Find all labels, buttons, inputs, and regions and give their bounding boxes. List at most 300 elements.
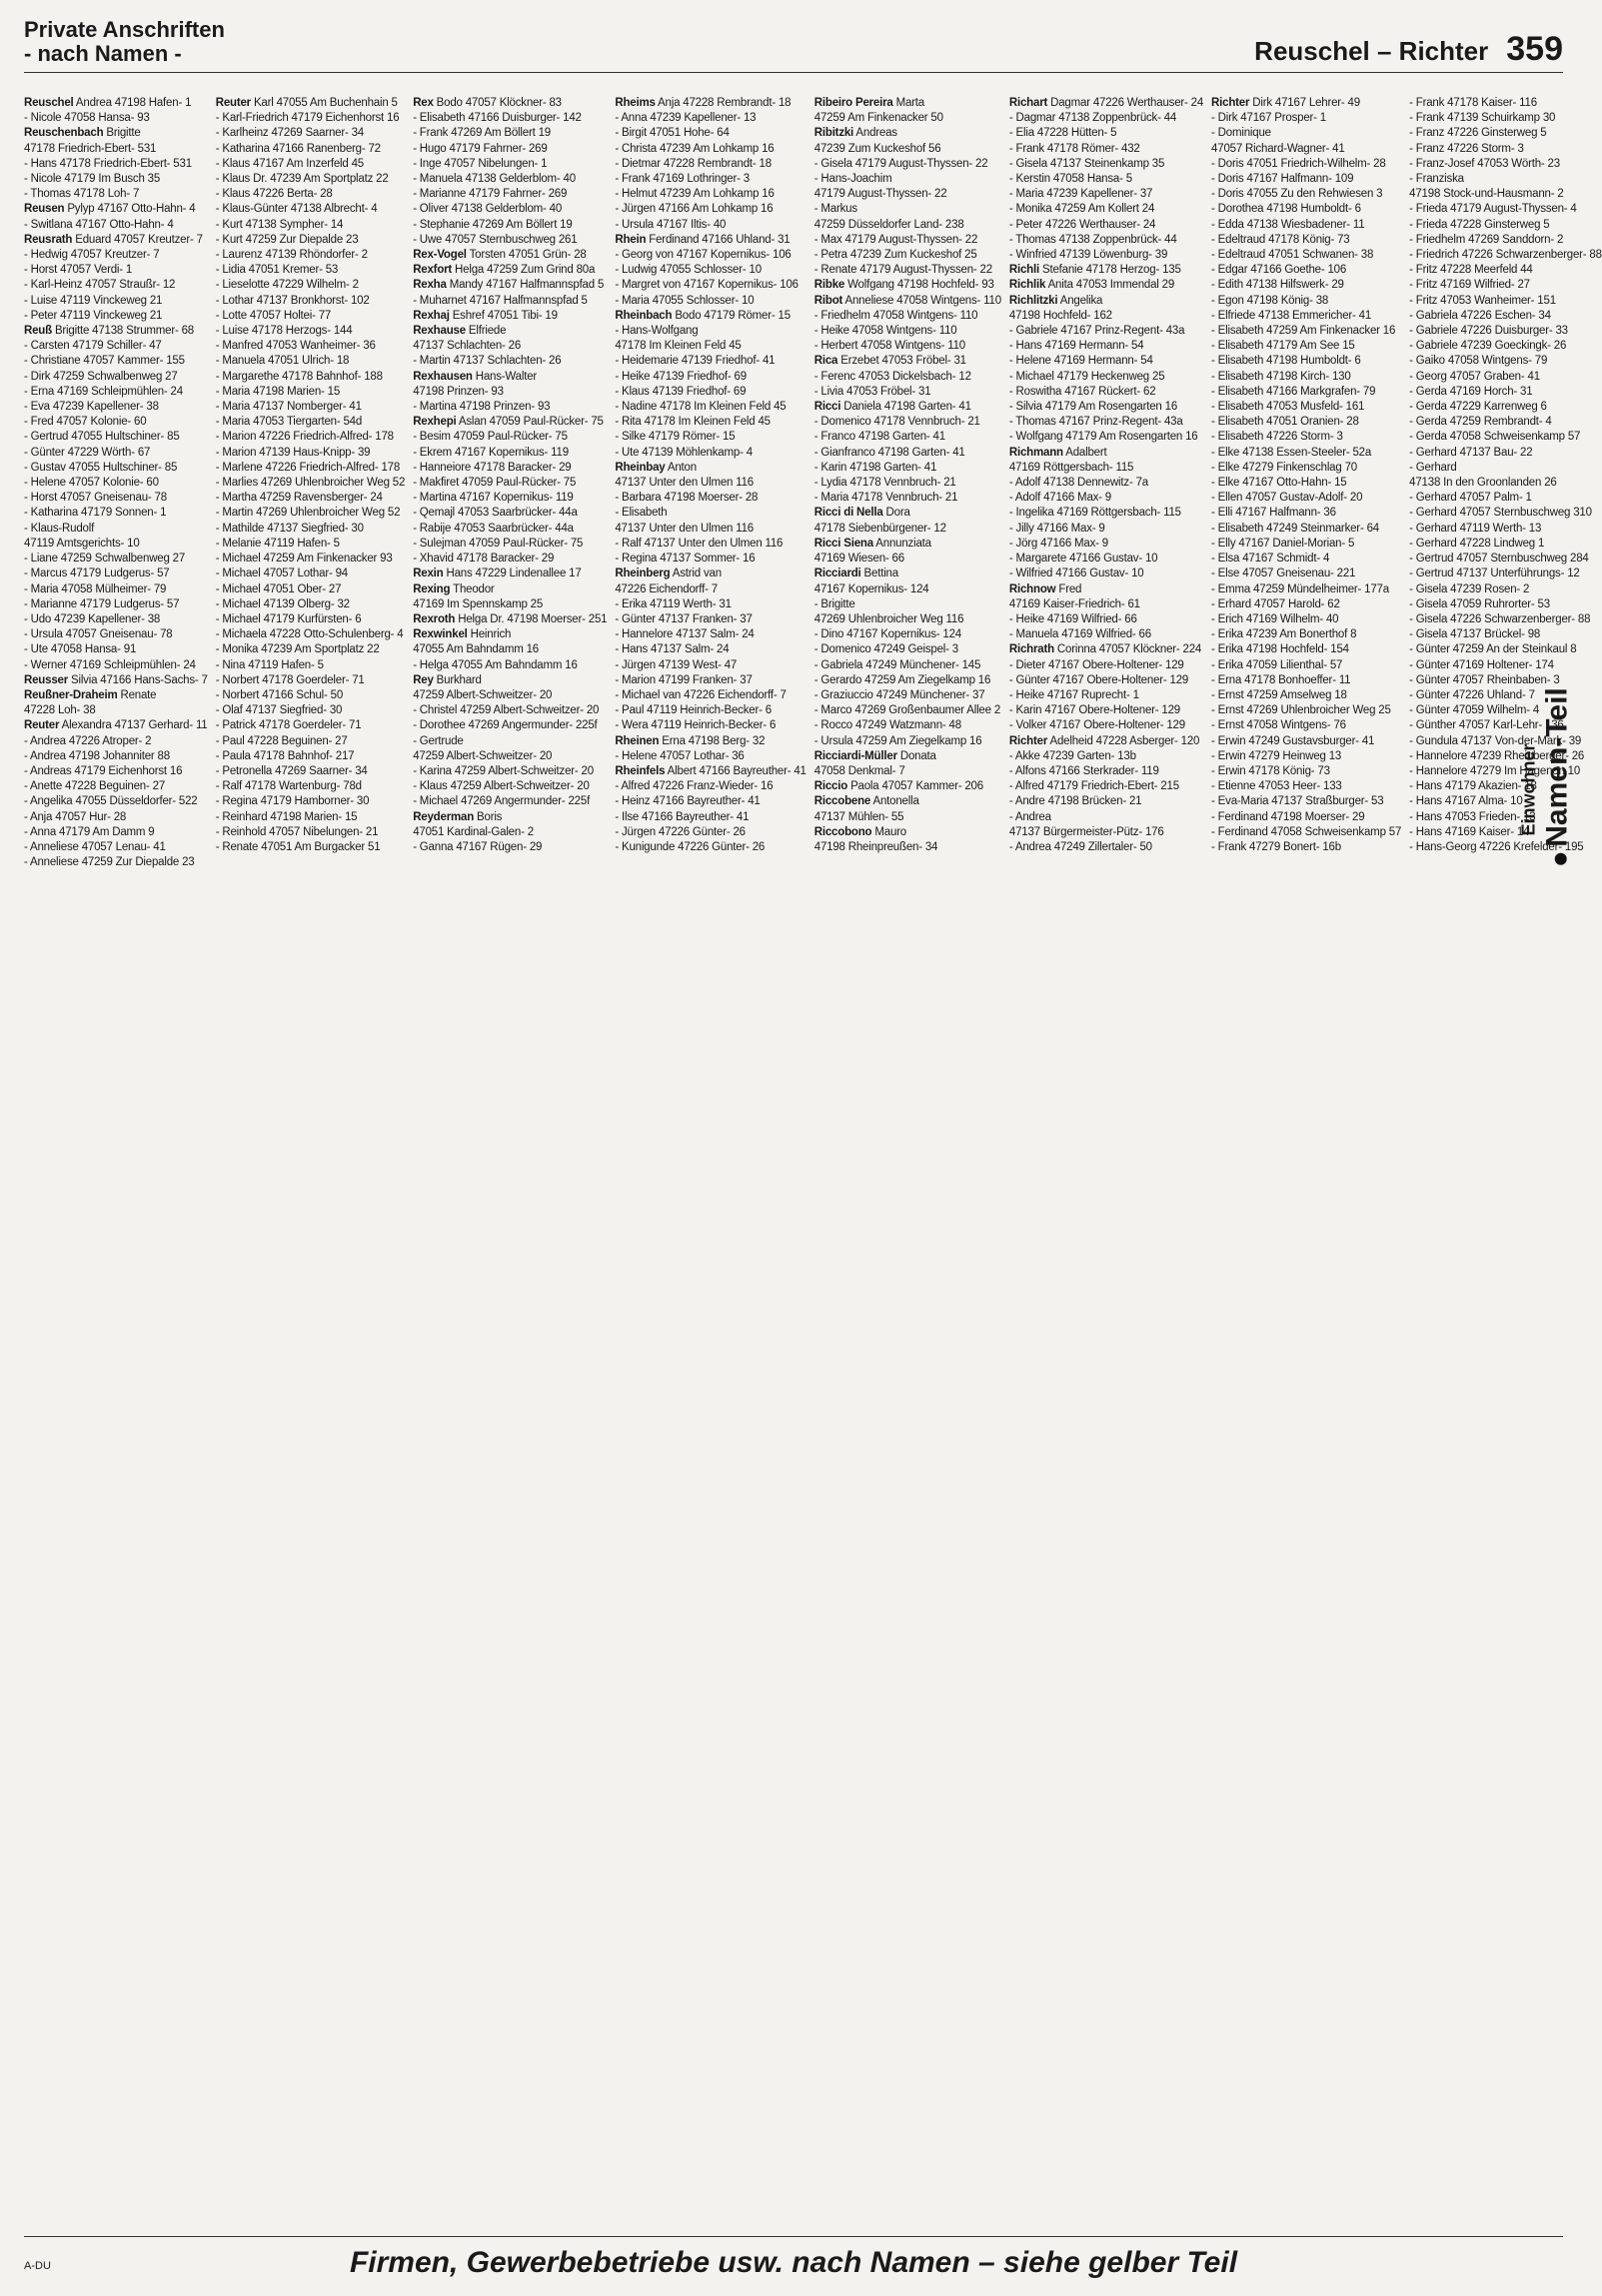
directory-column [216, 96, 405, 2124]
directory-entry [216, 627, 405, 642]
directory-entry [216, 446, 405, 461]
directory-entry [413, 309, 607, 324]
directory-entry [216, 354, 405, 369]
entry-surname: Ricci Siena [813, 537, 873, 550]
entry-details: - Karina 47259 Albert-Schweitzer- 20 [413, 764, 594, 777]
directory-entry [1009, 749, 1203, 764]
header-title-line2: - nach Namen - [24, 41, 182, 66]
directory-entry [1409, 552, 1602, 567]
entry-details: - Hans 47053 Frieden- 13 [1409, 810, 1536, 823]
directory-entry [216, 718, 405, 733]
directory-entry [413, 233, 607, 248]
directory-entry [814, 218, 1001, 233]
directory-column [1409, 96, 1602, 2124]
entry-details: - Paul 47119 Heinrich-Becker- 6 [615, 704, 772, 717]
entry-details: - Muharnet 47167 Halfmannspfad 5 [413, 294, 588, 307]
directory-entry [216, 537, 405, 552]
directory-entry [1211, 354, 1401, 369]
directory-entry [1409, 582, 1602, 597]
entry-details: Anita 47053 Immendal 29 [1045, 279, 1175, 292]
directory-entry [814, 248, 1001, 263]
directory-entry [24, 658, 208, 673]
entry-details: 47169 Röttgersbach- 115 [1008, 461, 1134, 474]
entry-details: Helga 47259 Zum Grind 80a [452, 264, 596, 277]
entry-surname: Riccobono [813, 825, 872, 838]
entry-details: - Thomas 47138 Zoppenbrück- 44 [1008, 233, 1177, 246]
directory-entry [216, 673, 405, 688]
entry-details: - Lydia 47178 Vennbruch- 21 [813, 477, 956, 490]
directory-entry [814, 111, 1001, 126]
directory-entry [1211, 825, 1401, 840]
directory-entry [814, 506, 1001, 521]
directory-entry [24, 537, 208, 552]
entry-surname: Rheinbay [615, 461, 666, 474]
entry-details: - Maria 47058 Mülheimer- 79 [24, 582, 167, 595]
entry-details: - Gerhard [1409, 461, 1457, 474]
directory-entry [24, 218, 208, 233]
directory-entry [814, 552, 1001, 567]
entry-details: Hans-Walter [472, 370, 538, 383]
directory-entry [24, 764, 208, 779]
directory-entry [216, 294, 405, 309]
directory-entry [615, 749, 805, 764]
directory-entry [814, 324, 1001, 339]
entry-details: 47055 Am Bahndamm 16 [413, 643, 539, 656]
entry-details: - Gundula 47137 Von-der-Mark- 39 [1409, 734, 1582, 747]
directory-entry [24, 718, 208, 733]
entry-details: - Edgar 47166 Goethe- 106 [1211, 264, 1347, 277]
entry-details: - Hans-Georg 47226 Krefelder- 195 [1409, 840, 1584, 853]
directory-entry [615, 354, 805, 369]
directory-entry [1409, 597, 1602, 612]
directory-entry [24, 324, 208, 339]
side-label-namen-teil [1541, 687, 1575, 864]
entry-details: - Gerhard 47228 Lindweg 1 [1409, 537, 1545, 550]
entry-details: - Renate 47179 August-Thyssen- 22 [813, 264, 992, 277]
entry-surname: Richlitzki [1008, 294, 1058, 307]
entry-details: - Gabriele 47167 Prinz-Regent- 43a [1008, 325, 1185, 338]
entry-surname: Rheinen [615, 734, 660, 747]
entry-details: - Gerhard 47137 Bau- 22 [1409, 446, 1533, 459]
directory-entry [1211, 157, 1401, 172]
directory-entry [216, 612, 405, 627]
directory-entry [216, 385, 405, 400]
directory-entry [1009, 157, 1203, 172]
entry-details: - Katharina 47166 Ranenberg- 72 [215, 142, 381, 155]
entry-details: Adalbert [1062, 446, 1107, 459]
entry-details: - Friedrich 47226 Schwarzenberger- 88 [1409, 249, 1602, 262]
directory-entry [24, 461, 208, 476]
entry-details: - Brigitte [813, 597, 855, 610]
entry-details: - Gisela 47239 Rosen- 2 [1409, 582, 1530, 595]
entry-details: - Kurt 47259 Zur Diepalde 23 [215, 233, 359, 246]
page-header-right [1254, 30, 1563, 69]
entry-details: - Nadine 47178 Im Kleinen Feld 45 [615, 401, 787, 414]
entry-details: - Günther 47057 Karl-Lehr- 136 [1409, 719, 1564, 732]
entry-details: - Elisabeth 47051 Oranien- 28 [1211, 416, 1359, 429]
entry-details: - Rocco 47249 Watzmann- 48 [813, 719, 961, 732]
entry-details: - Luise 47178 Herzogs- 144 [215, 325, 353, 338]
entry-surname: Ribot [813, 294, 843, 307]
directory-entry [814, 187, 1001, 202]
entry-surname: Rexhepi [413, 416, 457, 429]
directory-entry [216, 567, 405, 581]
directory-entry [1009, 202, 1203, 217]
directory-entry [413, 552, 607, 567]
entry-details: - Michael 47179 Heckenweg 25 [1008, 370, 1165, 383]
entry-surname: Reußner-Draheim [24, 688, 118, 701]
directory-entry [814, 703, 1001, 718]
entry-details: - Elli 47167 Halfmann- 36 [1211, 507, 1336, 520]
entry-details: - Erika 47059 Lilienthal- 57 [1211, 658, 1343, 671]
entry-details: - Ernst 47058 Wintgens- 76 [1211, 719, 1346, 732]
directory-entry [1009, 506, 1203, 521]
header-title-line1: Private Anschriften [24, 17, 225, 42]
entry-details: - Frank 47139 Schuirkamp 30 [1409, 112, 1556, 125]
entry-details: - Hans 47179 Akazien- 18 [1409, 780, 1537, 793]
entry-details: - Frieda 47179 August-Thyssen- 4 [1409, 203, 1577, 216]
directory-entry [413, 810, 607, 825]
directory-entry [814, 840, 1001, 855]
directory-entry [1211, 567, 1401, 581]
directory-entry [615, 233, 805, 248]
directory-column [413, 96, 607, 2124]
entry-details: - Carsten 47179 Schiller- 47 [24, 340, 162, 353]
entry-details: - Manuela 47169 Wilfried- 66 [1008, 628, 1151, 641]
directory-entry [24, 263, 208, 278]
entry-details: - Maria 47137 Nomberger- 41 [215, 401, 362, 414]
directory-entry [413, 324, 607, 339]
entry-details: - Domenico 47249 Geispel- 3 [813, 643, 958, 656]
directory-entry [1211, 294, 1401, 309]
directory-entry [413, 172, 607, 187]
entry-details: - Martha 47259 Ravensberger- 24 [215, 492, 383, 505]
directory-entry [615, 810, 805, 825]
directory-entry [1409, 627, 1602, 642]
entry-details: 47137 Bürgermeister-Pütz- 176 [1008, 825, 1164, 838]
directory-entry [24, 278, 208, 293]
directory-entry [216, 278, 405, 293]
entry-details: - Maria 47178 Vennbruch- 21 [813, 492, 958, 505]
directory-entry [1211, 627, 1401, 642]
directory-entry [1409, 522, 1602, 537]
entry-details: 47179 August-Thyssen- 22 [813, 188, 947, 201]
directory-entry [24, 779, 208, 794]
directory-entry [615, 840, 805, 855]
directory-entry [24, 248, 208, 263]
entry-details: - Marion 47226 Friedrich-Alfred- 178 [215, 431, 394, 444]
directory-entry [413, 294, 607, 309]
directory-entry [216, 324, 405, 339]
entry-details: - Gerda 47259 Rembrandt- 4 [1409, 416, 1552, 429]
entry-details: 47259 Düsseldorfer Land- 238 [813, 218, 964, 231]
directory-entry [1409, 218, 1602, 233]
entry-details: Burkhard [433, 673, 482, 686]
entry-details: Eduard 47057 Kreutzer- 7 [72, 233, 203, 246]
directory-entry [615, 582, 805, 597]
directory-entry [1211, 582, 1401, 597]
directory-entry [615, 142, 805, 157]
directory-entry [615, 612, 805, 627]
entry-details: - Heinz 47166 Bayreuther- 41 [615, 795, 761, 808]
directory-entry [1009, 278, 1203, 293]
directory-entry [1009, 339, 1203, 354]
directory-entry [24, 522, 208, 537]
entry-details: - Marcus 47179 Ludgerus- 57 [24, 568, 170, 580]
directory-entry [24, 385, 208, 400]
entry-details: Elfriede [465, 325, 507, 338]
directory-entry [24, 111, 208, 126]
directory-entry [1211, 126, 1401, 141]
entry-details: - Anneliese 47057 Lenau- 41 [24, 840, 166, 853]
directory-entry [615, 309, 805, 324]
directory-entry [413, 567, 607, 581]
entry-details: - Michaela 47228 Otto-Schulenberg- 4 [215, 628, 404, 641]
entry-details: - Doris 47051 Friedrich-Wilhelm- 28 [1211, 157, 1386, 170]
directory-entry [615, 794, 805, 809]
directory-entry [216, 309, 405, 324]
directory-entry [1009, 187, 1203, 202]
directory-entry [814, 354, 1001, 369]
directory-entry [615, 263, 805, 278]
entry-details: - Anna 47179 Am Damm 9 [24, 825, 155, 838]
entry-details: - Nina 47119 Hafen- 5 [215, 658, 324, 671]
entry-details: Albert 47166 Bayreuther- 41 [665, 764, 806, 777]
directory-entry [413, 415, 607, 430]
directory-entry [1211, 370, 1401, 385]
entry-details: - Jürgen 47139 West- 47 [615, 658, 738, 671]
directory-entry [216, 157, 405, 172]
entry-details: - Doris 47055 Zu den Rehwiesen 3 [1211, 188, 1383, 201]
directory-entry [216, 749, 405, 764]
directory-entry [413, 537, 607, 552]
entry-details: - Frank 47279 Bonert- 16b [1211, 840, 1341, 853]
directory-entry [814, 385, 1001, 400]
directory-entry [814, 522, 1001, 537]
directory-entry [814, 810, 1001, 825]
directory-entry [24, 703, 208, 718]
entry-details: - Gianfranco 47198 Garten- 41 [813, 446, 965, 459]
entry-details: - Dirk 47259 Schwalbenweg 27 [24, 370, 178, 383]
entry-details: - Ellen 47057 Gustav-Adolf- 20 [1211, 492, 1363, 505]
directory-entry [24, 202, 208, 217]
entry-details: - Günter 47059 Wilhelm- 4 [1409, 704, 1540, 717]
entry-details: - Georg von 47167 Kopernikus- 106 [615, 249, 792, 262]
directory-entry [216, 218, 405, 233]
directory-entry [1009, 703, 1203, 718]
directory-entry [1009, 688, 1203, 703]
directory-entry [1409, 658, 1602, 673]
entry-details: - Uwe 47057 Sternbuschweg 261 [413, 233, 578, 246]
page-header-title [24, 18, 225, 66]
entry-details: - Lieselotte 47229 Wilhelm- 2 [215, 279, 359, 292]
directory-entry [24, 446, 208, 461]
entry-details: - Anneliese 47259 Zur Diepalde 23 [24, 856, 195, 869]
directory-entry [24, 597, 208, 612]
entry-details: - Ekrem 47167 Kopernikus- 119 [413, 446, 569, 459]
entry-details: - Andreas 47179 Eichenhorst 16 [24, 764, 183, 777]
entry-details: - Max 47179 August-Thyssen- 22 [813, 233, 978, 246]
section-side-tab [1518, 639, 1574, 939]
entry-details: 47226 Eichendorff- 7 [615, 582, 718, 595]
entry-details: - Erika 47239 Am Bonerthof 8 [1211, 628, 1357, 641]
directory-entry [1009, 734, 1203, 749]
entry-details: Adelheid 47228 Asberger- 120 [1047, 734, 1200, 747]
directory-entry [1211, 96, 1401, 111]
directory-entry [814, 597, 1001, 612]
entry-details: - Jörg 47166 Max- 9 [1008, 537, 1109, 550]
directory-entry [615, 400, 805, 415]
entry-details: - Ute 47139 Möhlenkamp- 4 [615, 446, 753, 459]
entry-details: - Akke 47239 Garten- 13b [1008, 749, 1136, 762]
entry-details: 47178 Siebenbürgener- 12 [813, 522, 946, 535]
directory-entry [1009, 718, 1203, 733]
entry-details: - Fritz 47169 Wilfried- 27 [1409, 279, 1530, 292]
entry-details: - Gertrude [413, 734, 464, 747]
entry-details: 47198 Hochfeld- 162 [1008, 309, 1112, 322]
entry-details: - Frank 47269 Am Böllert 19 [413, 127, 551, 140]
entry-details: - Michael 47139 Olberg- 32 [215, 597, 350, 610]
entry-surname: Rexfort [413, 264, 453, 277]
directory-entry [24, 855, 208, 870]
directory-entry [814, 96, 1001, 111]
directory-entry [24, 749, 208, 764]
directory-entry [1211, 111, 1401, 126]
directory-entry [615, 324, 805, 339]
entry-details: Anton [665, 461, 697, 474]
entry-details: - Livia 47053 Fröbel- 31 [813, 385, 931, 398]
directory-entry [216, 506, 405, 521]
directory-entry [216, 339, 405, 354]
directory-entry [24, 552, 208, 567]
entry-details: - Fred 47057 Kolonie- 60 [24, 416, 147, 429]
entry-details: - Andrea [1008, 810, 1051, 823]
directory-entry [216, 794, 405, 809]
directory-entry [615, 825, 805, 840]
entry-details: - Günter 47137 Franken- 37 [615, 612, 753, 625]
directory-entry [814, 658, 1001, 673]
entry-details: - Gerda 47169 Horch- 31 [1409, 385, 1533, 398]
directory-entry [1009, 537, 1203, 552]
entry-details: 47239 Zum Kuckeshof 56 [813, 142, 941, 155]
entry-details: - Franziska [1409, 173, 1464, 186]
entry-details: Torsten 47051 Grün- 28 [466, 249, 587, 262]
directory-entry [216, 142, 405, 157]
directory-entry [413, 734, 607, 749]
directory-entry [1211, 612, 1401, 627]
entry-details: - Frank 47178 Römer- 432 [1008, 142, 1140, 155]
directory-entry [615, 522, 805, 537]
entry-details: - Andrea 47198 Johanniter 88 [24, 749, 170, 762]
entry-details: - Friedhelm 47269 Sanddorn- 2 [1409, 233, 1564, 246]
side-label-einwohner: Einwohner [1518, 743, 1539, 836]
directory-entry [615, 734, 805, 749]
directory-entry [216, 202, 405, 217]
entry-details: - Elisabeth [615, 507, 668, 520]
directory-column [615, 96, 805, 2124]
entry-details: - Gisela 47137 Steinenkamp 35 [1008, 157, 1165, 170]
directory-entry [24, 96, 208, 111]
directory-entry [216, 126, 405, 141]
entry-details: - Katharina 47179 Sonnen- 1 [24, 507, 167, 520]
directory-entry [814, 779, 1001, 794]
directory-entry [615, 430, 805, 445]
entry-details: Aslan 47059 Paul-Rücker- 75 [456, 416, 604, 429]
entry-details: - Lothar 47137 Bronkhorst- 102 [215, 294, 370, 307]
entry-details: - Martina 47198 Prinzen- 93 [413, 401, 551, 414]
directory-entry [1211, 673, 1401, 688]
directory-entry [413, 400, 607, 415]
entry-details: Paola 47057 Kammer- 206 [847, 780, 983, 793]
directory-entry [216, 96, 405, 111]
entry-details: Helga Dr. 47198 Moerser- 251 [455, 612, 608, 625]
entry-details: - Heike 47167 Ruprecht- 1 [1008, 688, 1139, 701]
entry-details: - Besim 47059 Paul-Rücker- 75 [413, 431, 568, 444]
directory-entry [413, 582, 607, 597]
directory-entry [1211, 718, 1401, 733]
directory-entry [1009, 582, 1203, 597]
entry-details: - Marianne 47179 Ludgerus- 57 [24, 597, 180, 610]
entry-details: - Makfiret 47059 Paul-Rücker- 75 [413, 477, 577, 490]
directory-entry [1009, 825, 1203, 840]
directory-entry [413, 506, 607, 521]
entry-details: - Heidemarie 47139 Friedhof- 41 [615, 355, 776, 368]
directory-entry [24, 673, 208, 688]
directory-entry [615, 339, 805, 354]
entry-details: - Gerhard 47057 Sternbuschweg 310 [1409, 507, 1592, 520]
entry-details: - Andre 47198 Brücken- 21 [1008, 795, 1142, 808]
entry-details: 47198 Stock-und-Hausmann- 2 [1409, 188, 1564, 201]
directory-entry [1409, 294, 1602, 309]
directory-entry [1211, 446, 1401, 461]
directory-entry [1409, 309, 1602, 324]
entry-details: - Maria 47239 Kapellener- 37 [1008, 188, 1153, 201]
directory-entry [216, 582, 405, 597]
directory-entry [413, 597, 607, 612]
entry-details: - Gabriela 47226 Eschen- 34 [1409, 309, 1551, 322]
directory-entry [1409, 430, 1602, 445]
entry-details: - Angelika 47055 Düsseldorfer- 522 [24, 795, 198, 808]
entry-details: - Ernst 47269 Uhlenbroicher Weg 25 [1211, 704, 1391, 717]
entry-details: - Elke 47167 Otto-Hahn- 15 [1211, 477, 1347, 490]
directory-entry [24, 142, 208, 157]
entry-details: - Elisabeth 47166 Markgrafen- 79 [1211, 385, 1376, 398]
directory-entry [615, 157, 805, 172]
directory-entry [413, 187, 607, 202]
entry-details: 47051 Kardinal-Galen- 2 [413, 825, 534, 838]
directory-entry [1211, 263, 1401, 278]
entry-details: - Erika 47198 Hochfeld- 154 [1211, 643, 1349, 656]
directory-entry [1409, 385, 1602, 400]
entry-details: - Laurenz 47139 Rhöndorfer- 2 [215, 249, 368, 262]
entry-details: - Hannelore 47279 Im Hagenon 10 [1409, 764, 1581, 777]
directory-entry [1009, 627, 1203, 642]
directory-entry [413, 126, 607, 141]
directory-entry [814, 370, 1001, 385]
entry-details: 47228 Loh- 38 [24, 704, 96, 717]
directory-entry [1009, 263, 1203, 278]
directory-entry [615, 764, 805, 779]
directory-entry [413, 354, 607, 369]
directory-entry [413, 476, 607, 491]
directory-entry [1009, 567, 1203, 581]
directory-entry [1009, 294, 1203, 309]
directory-entry [1409, 233, 1602, 248]
entry-surname: Rexwinkel [413, 628, 468, 641]
directory-entry [814, 339, 1001, 354]
entry-details: Bettina [860, 568, 898, 580]
directory-entry [413, 718, 607, 733]
